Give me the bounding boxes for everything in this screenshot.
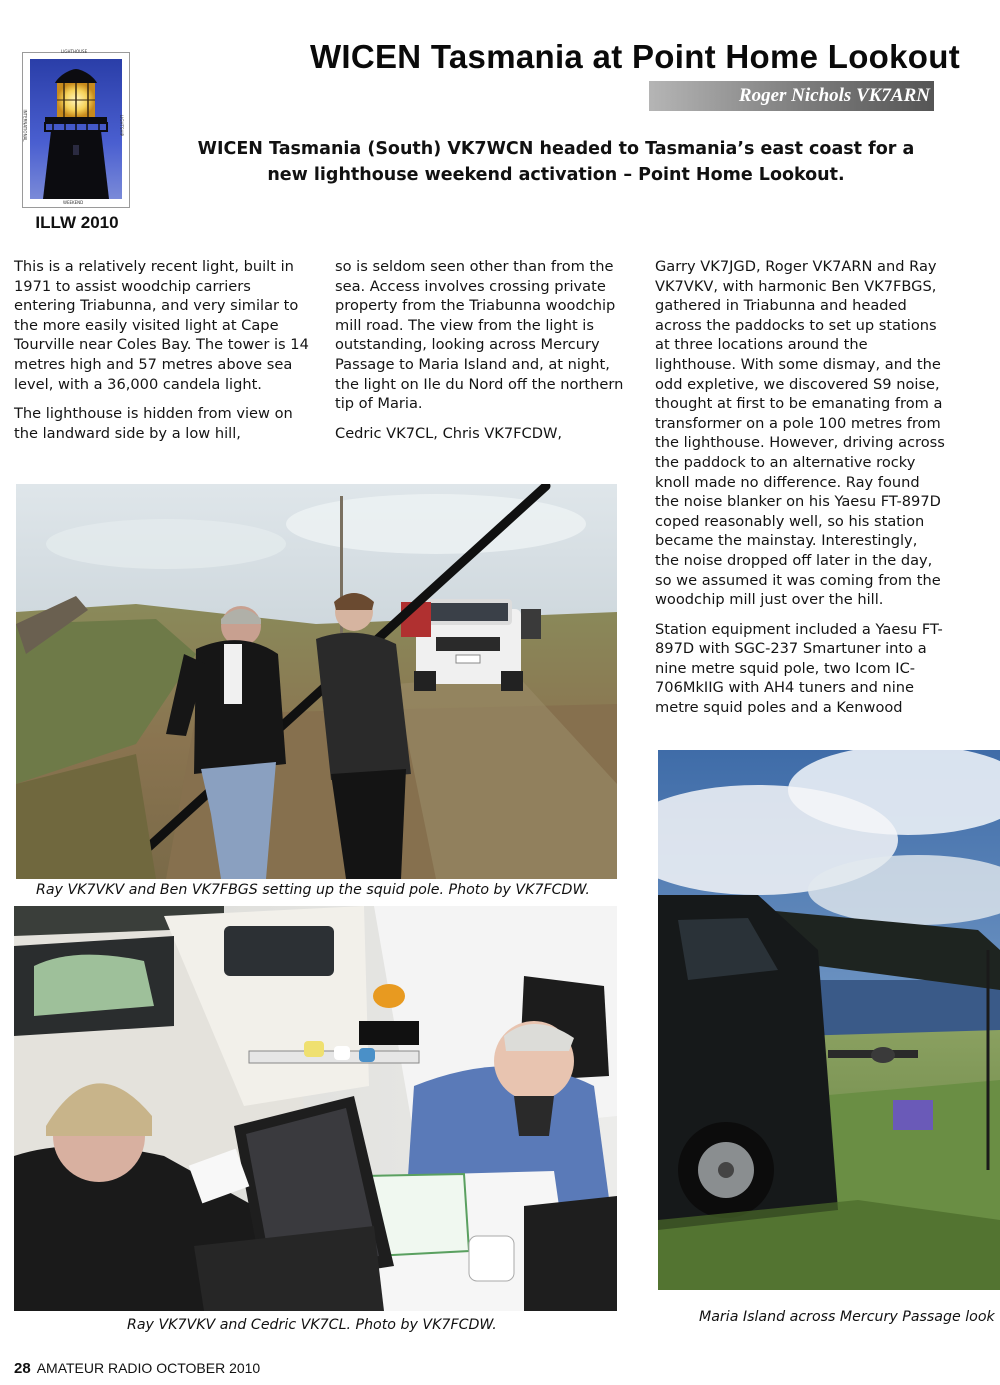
text-column-1 (14, 257, 312, 453)
logo-caption: ILLW 2010 (35, 213, 119, 232)
paragraph: Cedric VK7CL, Chris VK7FCDW, (335, 424, 563, 442)
byline-bar (649, 81, 934, 111)
article-byline: Roger Nichols VK7ARN (738, 85, 930, 106)
photo-caption-1: Ray VK7VKV and Ben VK7FBGS setting up the squid pole. Photo by VK7FCDW. (36, 882, 590, 898)
paragraph: Station equipment included a Yaesu FT-897D with SGC-237 Smartuner into a nine metre squid pole, two Icom IC-706MkIIG with AH4 tuners and nine metre squid poles and a Kenwood (655, 620, 943, 717)
photo-maria-island (658, 750, 1000, 1290)
page-number: 28 (14, 1360, 31, 1377)
text-column-2 (335, 257, 631, 453)
publication-info: AMATEUR RADIO OCTOBER 2010 (36, 1360, 261, 1376)
logo-bottom-text: WEEKEND (63, 200, 84, 205)
paragraph: The lighthouse is hidden from view on the landward side by a low hill, (14, 405, 293, 442)
paragraph: Garry VK7JGD, Roger VK7ARN and Ray VK7VKV, with harmonic Ben VK7FBGS, gathered in Triabunna and headed across the paddocks to set up stations at three locations around the lighthouse. With some dismay, and the odd expletive, we discovered S9 noise, thought at first to be emanating from a transformer on a pole 100 metres from the lighthouse. However, driving across the paddock to an alternative rocky knoll made no difference. Ray found the noise blanker on his Yaesu FT-897D coped reasonably well, so his station became the mainstay. Interestingly, the noise dropped off later in the day, so we assumed it was coming from the woodchip mill just over the hill. (655, 258, 945, 609)
photo-caption-3: Maria Island across Mercury Passage look (699, 1309, 995, 1325)
logo-top-text: LIGHTHOUSE (61, 49, 88, 54)
article-headline: WICEN Tasmania at Point Home Lookout (309, 38, 960, 75)
illw-logo (22, 49, 130, 208)
text-column-3 (655, 257, 945, 728)
logo-left-text: INTERNATIONAL (22, 109, 28, 142)
page-footer (14, 1360, 260, 1377)
photo-operating-van (14, 906, 617, 1311)
paragraph: so is seldom seen other than from the sea. Access involves crossing private property from the Triabunna woodchip mill road. The view from the light is outstanding, looking across Mercury Passage to Maria Island and, at night, the light on Ile du Nord off the northern tip of Maria. (335, 258, 624, 413)
photo-squid-pole (16, 484, 617, 879)
article-intro: WICEN Tasmania (South) VK7WCN headed to Tasmania’s east coast for a new lighthouse weekend activation – Point Home Lookout. (197, 139, 915, 185)
logo-right-text: LIGHTSHIP (119, 114, 125, 137)
photo-caption-2: Ray VK7VKV and Cedric VK7CL. Photo by VK7FCDW. (127, 1317, 497, 1333)
paragraph: This is a relatively recent light, built in 1971 to assist woodchip carriers entering Triabunna, and very similar to the more easily visited light at Cape Tourville near Coles Bay. The tower is 14 metres high and 57 metres above sea level, with a 36,000 candela light. (14, 258, 309, 393)
